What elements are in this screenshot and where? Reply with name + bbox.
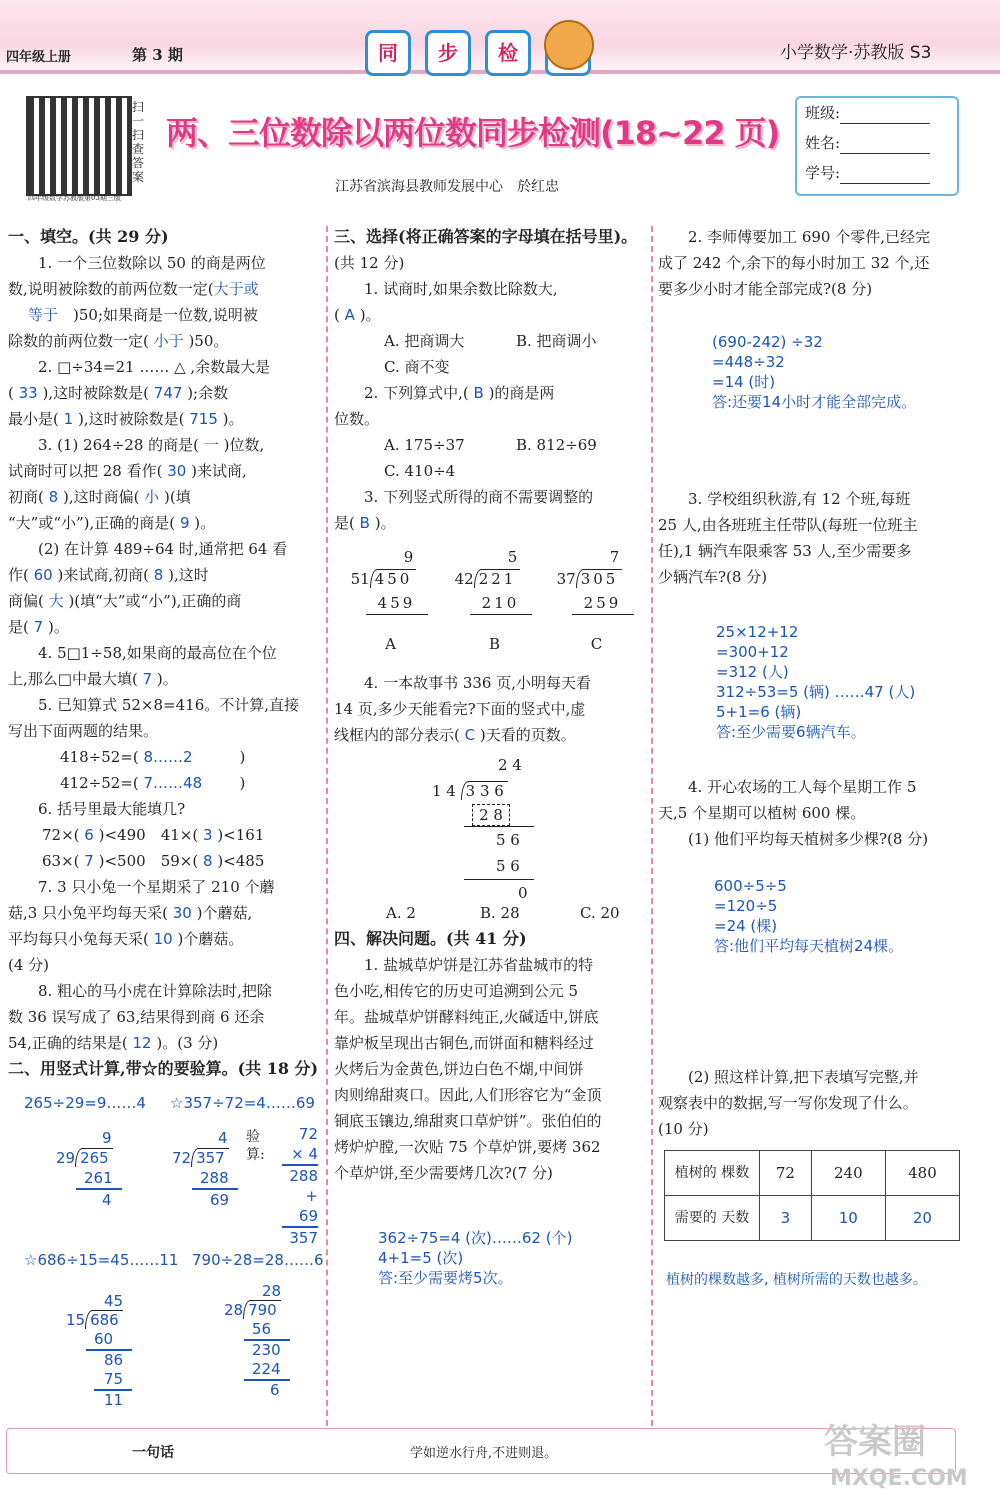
column-2 <box>334 224 646 536</box>
footer-motto: 学如逆水行舟,不进则退。 <box>410 1446 558 1461</box>
question-4-part-2 <box>658 1064 970 1142</box>
question-text: 观察表中的数据,写一写你发现了什么。 <box>658 1094 918 1112</box>
question-text: 铜底玉镶边,绵甜爽口草炉饼”。张伯伯的 <box>334 1112 602 1130</box>
question-text: 火烤后为金黄色,饼边白色不煳,中间饼 <box>334 1060 584 1078</box>
question-text: “大”或“小”),正确的商是( 9 )。 <box>8 514 216 532</box>
question-text: 1. 一个三位数除以 50 的商是两位 <box>38 254 266 272</box>
handwritten-answer: 362÷75=4 (次)……62 (个) 4+1=5 (次) 答:至少需要烤5次。 <box>378 1229 573 1287</box>
question-text: 3. (1) 264÷28 的商是( 一 )位数, <box>38 436 265 454</box>
choice-division: 5 42 221 210 B <box>440 548 535 653</box>
question-text: 色小吃,相传它的历史可追溯到公元 5 <box>334 982 579 1000</box>
section-heading: 四、解决问题。(共 41 分) <box>334 929 527 948</box>
dashed-box: 2 8 <box>472 804 510 826</box>
question-text: 5. 已知算式 52×8=416。不计算,直接 <box>38 696 300 714</box>
subject-label: 小学数学·苏教版 S3 <box>780 43 932 63</box>
question-text: 年。盐城草炉饼酵料纯正,火碱适中,饼底 <box>334 1008 599 1026</box>
table-cell: 20 <box>885 1196 959 1241</box>
check-label: 验算: <box>246 1129 265 1163</box>
name-field[interactable] <box>840 135 930 154</box>
option-row: A. 175÷37 B. 812÷69 <box>384 436 597 454</box>
question-text: 任),1 辆汽车限乘客 53 人,至少需要多 <box>658 542 912 560</box>
question-text: (2) 在计算 489÷64 时,通常把 64 看 <box>38 540 288 558</box>
question-text: 数 36 误写成了 63,结果得到商 6 还余 <box>8 1008 265 1026</box>
question-text: 初商( 8 ),这时商偏( 小 )(填 <box>8 488 191 506</box>
question-text: 成了 242 个,余下的每小时加工 32 个,还 <box>658 254 930 272</box>
option-row: A. 2 B. 28 C. 20 <box>386 904 620 922</box>
question-text: 4. 一本故事书 336 页,小明每天看 <box>364 674 592 692</box>
calc-expression: ☆686÷15=45……11 <box>24 1251 179 1269</box>
long-division: 45 15 686 60 86 75 11 <box>66 1292 146 1410</box>
badge: 同 <box>365 30 411 76</box>
question-text: 要多少小时才能全部完成?(8 分) <box>658 280 873 298</box>
table-cell: 240 <box>811 1151 885 1196</box>
badge: 检 <box>485 30 531 76</box>
question-text: 4. 开心农场的工人每个星期工作 5 <box>688 778 917 796</box>
question-text: 1. 试商时,如果余数比除数大, <box>364 280 558 298</box>
badge: 步 <box>425 30 471 76</box>
column-1 <box>8 224 322 1082</box>
question-text: 412÷52=( 7……48 ) <box>60 774 246 792</box>
question-text: 7. 3 只小兔一个星期采了 210 个蘑 <box>38 878 275 896</box>
long-division: 9 29 265 261 4 <box>56 1128 136 1210</box>
class-label: 班级: <box>805 104 841 122</box>
footer-label: 一句话 <box>132 1445 174 1461</box>
id-field[interactable] <box>840 165 930 184</box>
student-info-box <box>795 96 959 196</box>
question-text: 2. 李师傅要加工 690 个零件,已经完 <box>688 228 931 246</box>
table-cell: 10 <box>811 1196 885 1241</box>
question-text: 3. 下列竖式所得的商不需要调整的 <box>364 488 594 506</box>
question-text: 25 人,由各班班主任带队(每班一位班主 <box>658 516 918 534</box>
table-row-label: 需要的 天数 <box>665 1196 760 1241</box>
id-label: 学号: <box>805 164 841 182</box>
question-text: (4 分) <box>8 956 50 974</box>
question-text: 3. 学校组织秋游,有 12 个班,每班 <box>688 490 911 508</box>
question-text: 除数的前两位数一定( 小于 )50。 <box>8 332 229 350</box>
option-row: C. 商不变 <box>384 358 450 376</box>
column-divider <box>651 226 653 1426</box>
question-text: 2. □÷34=21 …… △ ,余数最大是 <box>38 358 271 376</box>
section-heading: 三、选择(将正确答案的字母填在括号里)。 <box>334 227 638 246</box>
question-text: (10 分) <box>658 1120 709 1138</box>
dotted-box-division: 2 4 1 4 3 3 6 2 8 5 6 5 6 0 <box>432 752 542 906</box>
section-heading: 一、填空。(共 29 分) <box>8 227 169 246</box>
question-text: 是( B )。 <box>334 514 396 532</box>
question-text: (1) 他们平均每天植树多少棵?(8 分) <box>688 830 929 848</box>
question-text: 是( 7 )。 <box>8 618 69 636</box>
section-4 <box>334 926 646 1186</box>
question-text: 靠炉板呈现出古铜色,而饼面和糖料经过 <box>334 1034 594 1052</box>
question-text: 肉则绵甜爽口。因此,人们形容它为“金顶 <box>334 1086 602 1104</box>
question-text: ( A )。 <box>334 306 381 324</box>
question-text: 上,那么□中最大填( 7 )。 <box>8 670 178 688</box>
table-cell: 72 <box>760 1151 812 1196</box>
long-division: 28 28 790 56 230 224 6 <box>224 1282 304 1400</box>
question-3 <box>658 486 970 590</box>
question-4 <box>658 774 970 852</box>
question-text: 54,正确的结果是( 12 )。(3 分) <box>8 1034 219 1052</box>
question-text: 作( 60 )来试商,初商( 8 ),这时 <box>8 566 209 584</box>
question-text: 天,5 个星期可以植树 600 棵。 <box>658 804 866 822</box>
author-line: 江苏省滨海县教师发展中心 於红忠 <box>335 179 559 195</box>
question-text: 试商时可以把 28 看作( 30 )来试商, <box>8 462 247 480</box>
choice-division: 7 37 305 259 C <box>542 548 637 653</box>
question-text: 8. 粗心的马小虎在计算除法时,把除 <box>38 982 272 1000</box>
question-2 <box>658 224 970 302</box>
table-cell: 480 <box>885 1151 959 1196</box>
question-text: ( 33 ),这时被除数是( 747 );余数 <box>8 384 229 402</box>
calc-expression: ☆357÷72=4……69 <box>170 1094 315 1112</box>
question-text: 14 页,多少天能看完?下面的竖式中,虚 <box>334 700 586 718</box>
name-label: 姓名: <box>805 134 841 152</box>
qr-code-icon[interactable] <box>26 96 132 196</box>
column-divider <box>326 226 328 1426</box>
question-text: 菇,3 只小兔平均每天采( 30 )个蘑菇, <box>8 904 253 922</box>
calc-expression: 265÷29=9……4 <box>24 1094 146 1112</box>
qr-side-text: 扫一扫 查答案 <box>132 100 145 184</box>
question-text: 4. 5□1÷58,如果商的最高位在个位 <box>38 644 277 662</box>
calc-expression: 790÷28=28……6 <box>192 1251 324 1269</box>
page-title: 两、三位数除以两位数同步检测(18~22 页) <box>166 114 780 152</box>
question-text: 烤炉炉膛,一次贴 75 个草炉饼,要烤 362 <box>334 1138 601 1156</box>
question-text: 平均每只小兔每天采( 10 )个蘑菇。 <box>8 930 244 948</box>
question-text: 6. 括号里最大能填几? <box>38 800 186 818</box>
lion-mascot-icon <box>544 20 594 70</box>
option-row: A. 把商调大 B. 把商调小 <box>384 332 597 350</box>
question-text: 个草炉饼,至少需要烤几次?(7 分) <box>334 1164 553 1182</box>
section-heading: (共 12 分) <box>334 254 405 272</box>
question-text: (2) 照这样计算,把下表填写完整,并 <box>688 1068 919 1086</box>
choice-division: 9 51 450 459 A <box>336 548 431 653</box>
watermark-logo: 答案圈 <box>824 1422 926 1462</box>
question-text: 少辆汽车?(8 分) <box>658 568 768 586</box>
question-text: 最小是( 1 ),这时被除数是( 715 )。 <box>8 410 244 428</box>
handwritten-answer: (690-242) ÷32 =448÷32 =14 (时) 答:还要14小时才能全部完成。 <box>712 333 917 411</box>
class-field[interactable] <box>840 105 930 124</box>
question-text: 写出下面两题的结果。 <box>8 722 159 740</box>
grade-label: 四年级上册 <box>6 50 72 65</box>
watermark-url: MXQE.COM <box>830 1466 968 1491</box>
question-text: 418÷52=( 8……2 ) <box>60 748 246 766</box>
handwritten-answer: 25×12+12 =300+12 =312 (人) 312÷53=5 (辆) ……47 (人) 5+1=6 (辆) 答:至少需要6辆汽车。 <box>716 623 916 741</box>
long-division: 4 72 357 288 69 <box>172 1128 252 1210</box>
handwritten-answer: 600÷5÷5 =120÷5 =24 (棵) 答:他们平均每天植树24棵。 <box>714 877 904 955</box>
question-text: 2. 下列算式中,( B )的商是两 <box>364 384 555 402</box>
handwritten-answer: 植树的棵数越多, 植树所需的天数也越多。 <box>666 1272 927 1288</box>
question-text: 线框内的部分表示( C )天看的页数。 <box>334 726 576 744</box>
question-text: 商偏( 大 )(填“大”或“小”),正确的商 <box>8 592 242 610</box>
question-text: 等于 )50;如果商是一位数,说明被 <box>28 306 258 324</box>
question-text: 数,说明被除数的前两位数一定(大于或 <box>8 280 259 298</box>
question-4 <box>334 670 646 748</box>
question-text: 1. 盐城草炉饼是江苏省盐城市的特 <box>364 956 594 974</box>
choice-divisions <box>336 548 646 668</box>
question-text: 72×( 6 )<490 41×( 3 )<161 <box>42 826 265 844</box>
check-calculation: 72 × 4 288 + 69 357 <box>282 1124 318 1248</box>
question-text: 63×( 7 )<500 59×( 8 )<485 <box>42 852 265 870</box>
option-row: C. 410÷4 <box>384 462 456 480</box>
table-row-label: 植树的 棵数 <box>665 1151 760 1196</box>
question-text: 位数。 <box>334 410 380 428</box>
section-heading: 二、用竖式计算,带☆的要验算。(共 18 分) <box>8 1059 319 1078</box>
qr-caption: 四年级数学苏教版第03期三版 <box>28 194 121 202</box>
table-cell: 3 <box>760 1196 812 1241</box>
tree-planting-table <box>664 1150 960 1241</box>
issue-label: 第 3 期 <box>132 46 183 64</box>
